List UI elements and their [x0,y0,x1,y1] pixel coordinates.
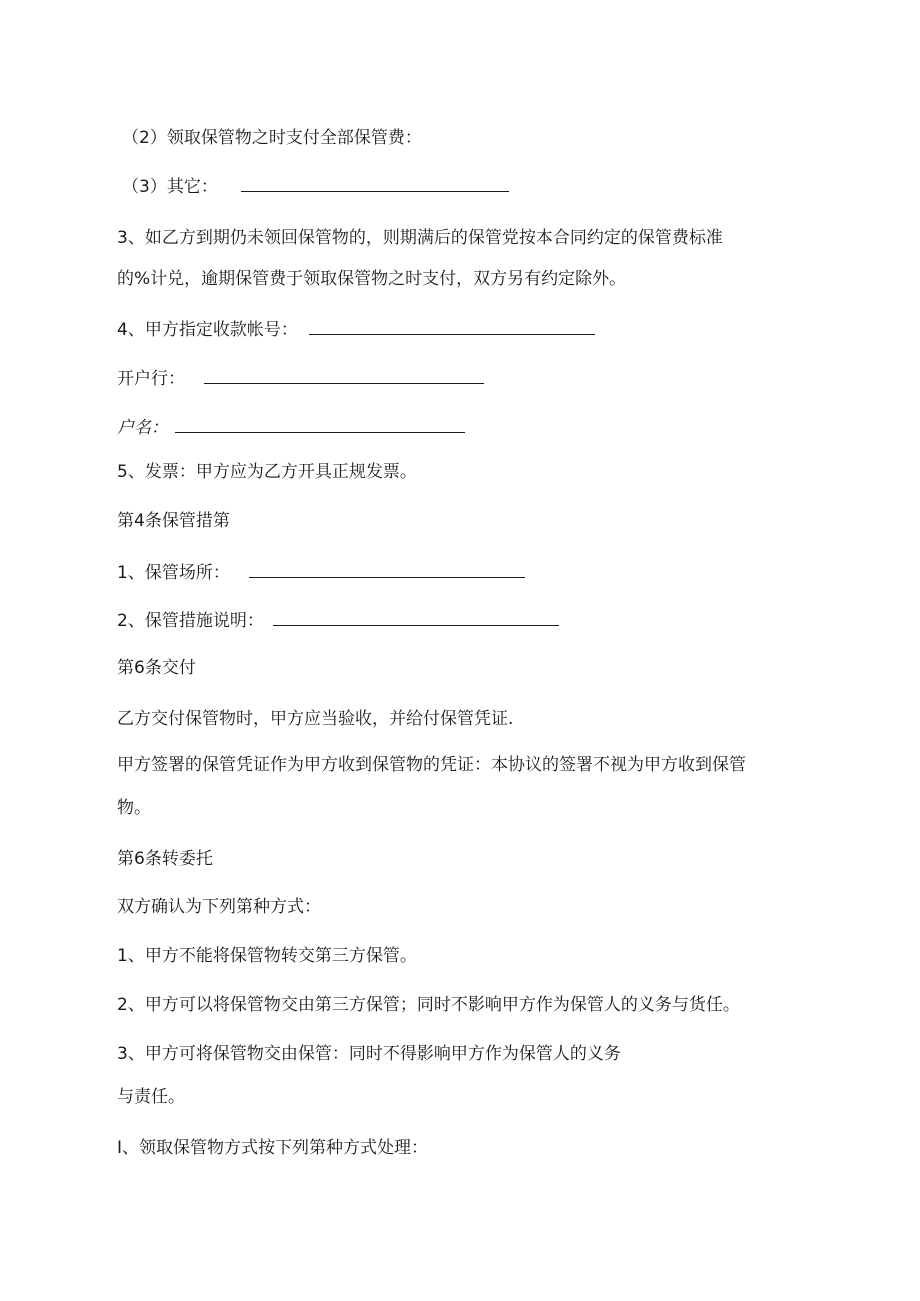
storage-place-label: 1、保管场所： [117,563,230,583]
invoice-line [117,460,417,484]
pickup-method-line [117,1136,428,1160]
certificate-text-2: 物。 [117,798,151,818]
account-name-line [117,416,465,440]
storage-measures-blank [273,611,559,626]
clause-3-line-1 [117,226,723,250]
storage-place-line [117,561,525,585]
account-name-blank [175,418,465,433]
other-blank [241,177,509,192]
article-6-delivery-title: 第6条交付 [117,658,196,678]
transfer-option-3-line-2 [117,1085,185,1109]
storage-measures-line [117,609,559,633]
storage-measures-label: 2、保管措施说明： [117,611,264,631]
article-4-heading [117,509,230,533]
account-number-blank [309,320,595,335]
transfer-option-3-text-2: 与责任。 [117,1087,185,1107]
clause-3-text-1: 3、如乙方到期仍未领回保管物的，则期满后的保管党按本合同约定的保管费标准 [117,228,723,248]
bank-label: 开户行： [117,369,185,389]
article-6-delivery-heading [117,656,196,680]
transfer-option-2 [117,993,740,1017]
certificate-text-1: 甲方签署的保管凭证作为甲方收到保管物的凭证：本协议的签署不视为甲方收到保管 [117,755,746,775]
article-4-title: 第4条保管措第 [117,511,230,531]
payment-option-2 [122,126,422,150]
bank-blank [204,369,484,384]
clause-3-text-2: 的%计兑，逾期保管费于领取保管物之时支付，双方另有约定除外。 [117,269,627,289]
transfer-option-2-text: 2、甲方可以将保管物交由第三方保管；同时不影响甲方作为保管人的义务与货任。 [117,995,740,1015]
delivery-paragraph [117,707,513,731]
confirmation-text: 双方确认为下列第种方式： [117,897,321,917]
transfer-option-3-line-1 [117,1042,621,1066]
invoice-text: 5、发票：甲方应为乙方开具正规发票。 [117,462,417,482]
transfer-option-1 [117,944,417,968]
account-name-label: 户名： [117,418,168,438]
payment-option-2-text: （2）领取保管物之时支付全部保管费： [122,128,422,148]
delivery-text: 乙方交付保管物时，甲方应当验收，并给付保管凭证. [117,709,514,729]
clause-3-line-2 [117,267,626,291]
payment-option-3-label: （3）其它： [122,177,218,197]
storage-place-blank [249,563,525,578]
certificate-paragraph-line-2 [117,796,151,820]
transfer-option-1-text: 1、甲方不能将保管物转交第三方保管。 [117,946,417,966]
pickup-method-text: I、领取保管物方式按下列第种方式处理： [117,1138,429,1158]
article-6-transfer-heading [117,847,213,871]
payment-option-3 [122,175,509,199]
transfer-option-3-text-1: 3、甲方可将保管物交由保管：同时不得影响甲方作为保管人的义务 [117,1044,621,1064]
article-6-transfer-title: 第6条转委托 [117,849,213,869]
account-number-line [117,318,595,342]
confirmation-line [117,895,321,919]
certificate-paragraph-line-1 [117,753,746,777]
account-number-label: 4、甲方指定收款帐号： [117,320,298,340]
bank-line [117,367,484,391]
